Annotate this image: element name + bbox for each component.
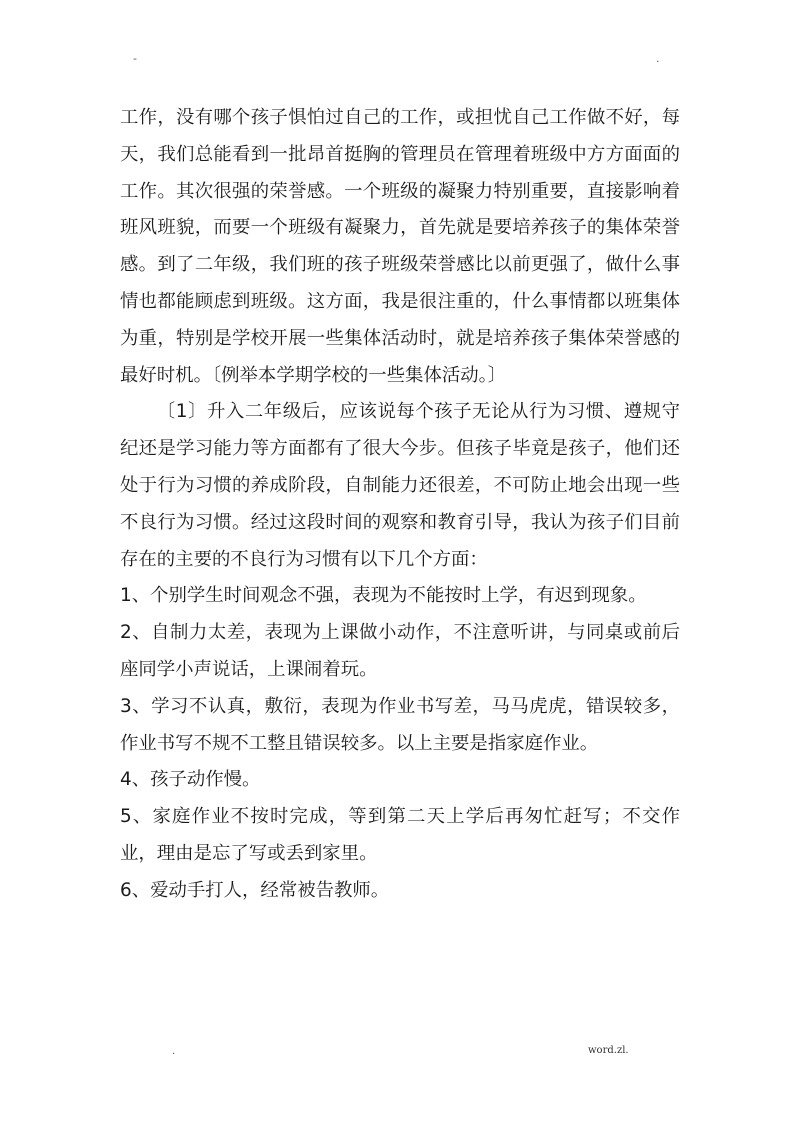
list-item: 4、孩子动作慢。 bbox=[120, 769, 261, 791]
list-item: 5、家庭作业不按时完成，等到第二天上学后再匆忙赶写；不交作业，理由是忘了写或丢到家里。 bbox=[120, 806, 680, 864]
list-item: 2、自制力太差，表现为上课做小动作，不注意听讲，与同桌或前后座同学小声说话，上课闹着玩。 bbox=[120, 622, 680, 680]
list-item: 6、爱动手打人，经常被告教师。 bbox=[120, 879, 390, 901]
footer-watermark: word.zl. bbox=[588, 1045, 629, 1056]
footer-left-mark: . bbox=[172, 1046, 176, 1057]
document-body bbox=[120, 100, 680, 910]
list-item: 3、学习不认真，敷衍，表现为作业书写差，马马虎虎，错误较多，作业书写不规不工整且错误较多。以上主要是指家庭作业。 bbox=[120, 695, 680, 754]
header-left-mark: - bbox=[133, 52, 137, 65]
paragraph-continuation: 工作，没有哪个孩子惧怕过自己的工作，或担忧自己工作做不好，每天，我们总能看到一批昂首挺胸的管理员在管理着班级中方方面面的工作。其次很强的荣誉感。一个班级的凝聚力特别重要，直接影响着班风班貌，而要一个班级有凝聚力，首先就是要培养孩子的集体荣誉感。到了二年级，我们班的孩子班级荣誉感比以前更强了，做什么事情也都能顾虑到班级。这方面，我是很注重的，什么事情都以班集体为重，特别是学校开展一些集体活动时，就是培养孩子集体荣誉感的最好时机。〔例举本学期学校的一些集体活动。〕 bbox=[120, 107, 680, 386]
list-item: 1、个别学生时间观念不强，表现为不能按时上学，有迟到现象。 bbox=[120, 585, 647, 607]
paragraph-item-intro: 〔1〕升入二年级后，应该说每个孩子无论从行为习惯、遵规守纪还是学习能力等方面都有了很大今步。但孩子毕竟是孩子，他们还处于行为习惯的养成阶段，自制能力还很差，不可防止地会出现一些不良行为习惯。经过这段时间的观察和教育引导，我认为孩子们目前存在的主要的不良行为习惯有以下几个方面： bbox=[120, 401, 680, 570]
header-right-mark: . bbox=[656, 52, 660, 65]
